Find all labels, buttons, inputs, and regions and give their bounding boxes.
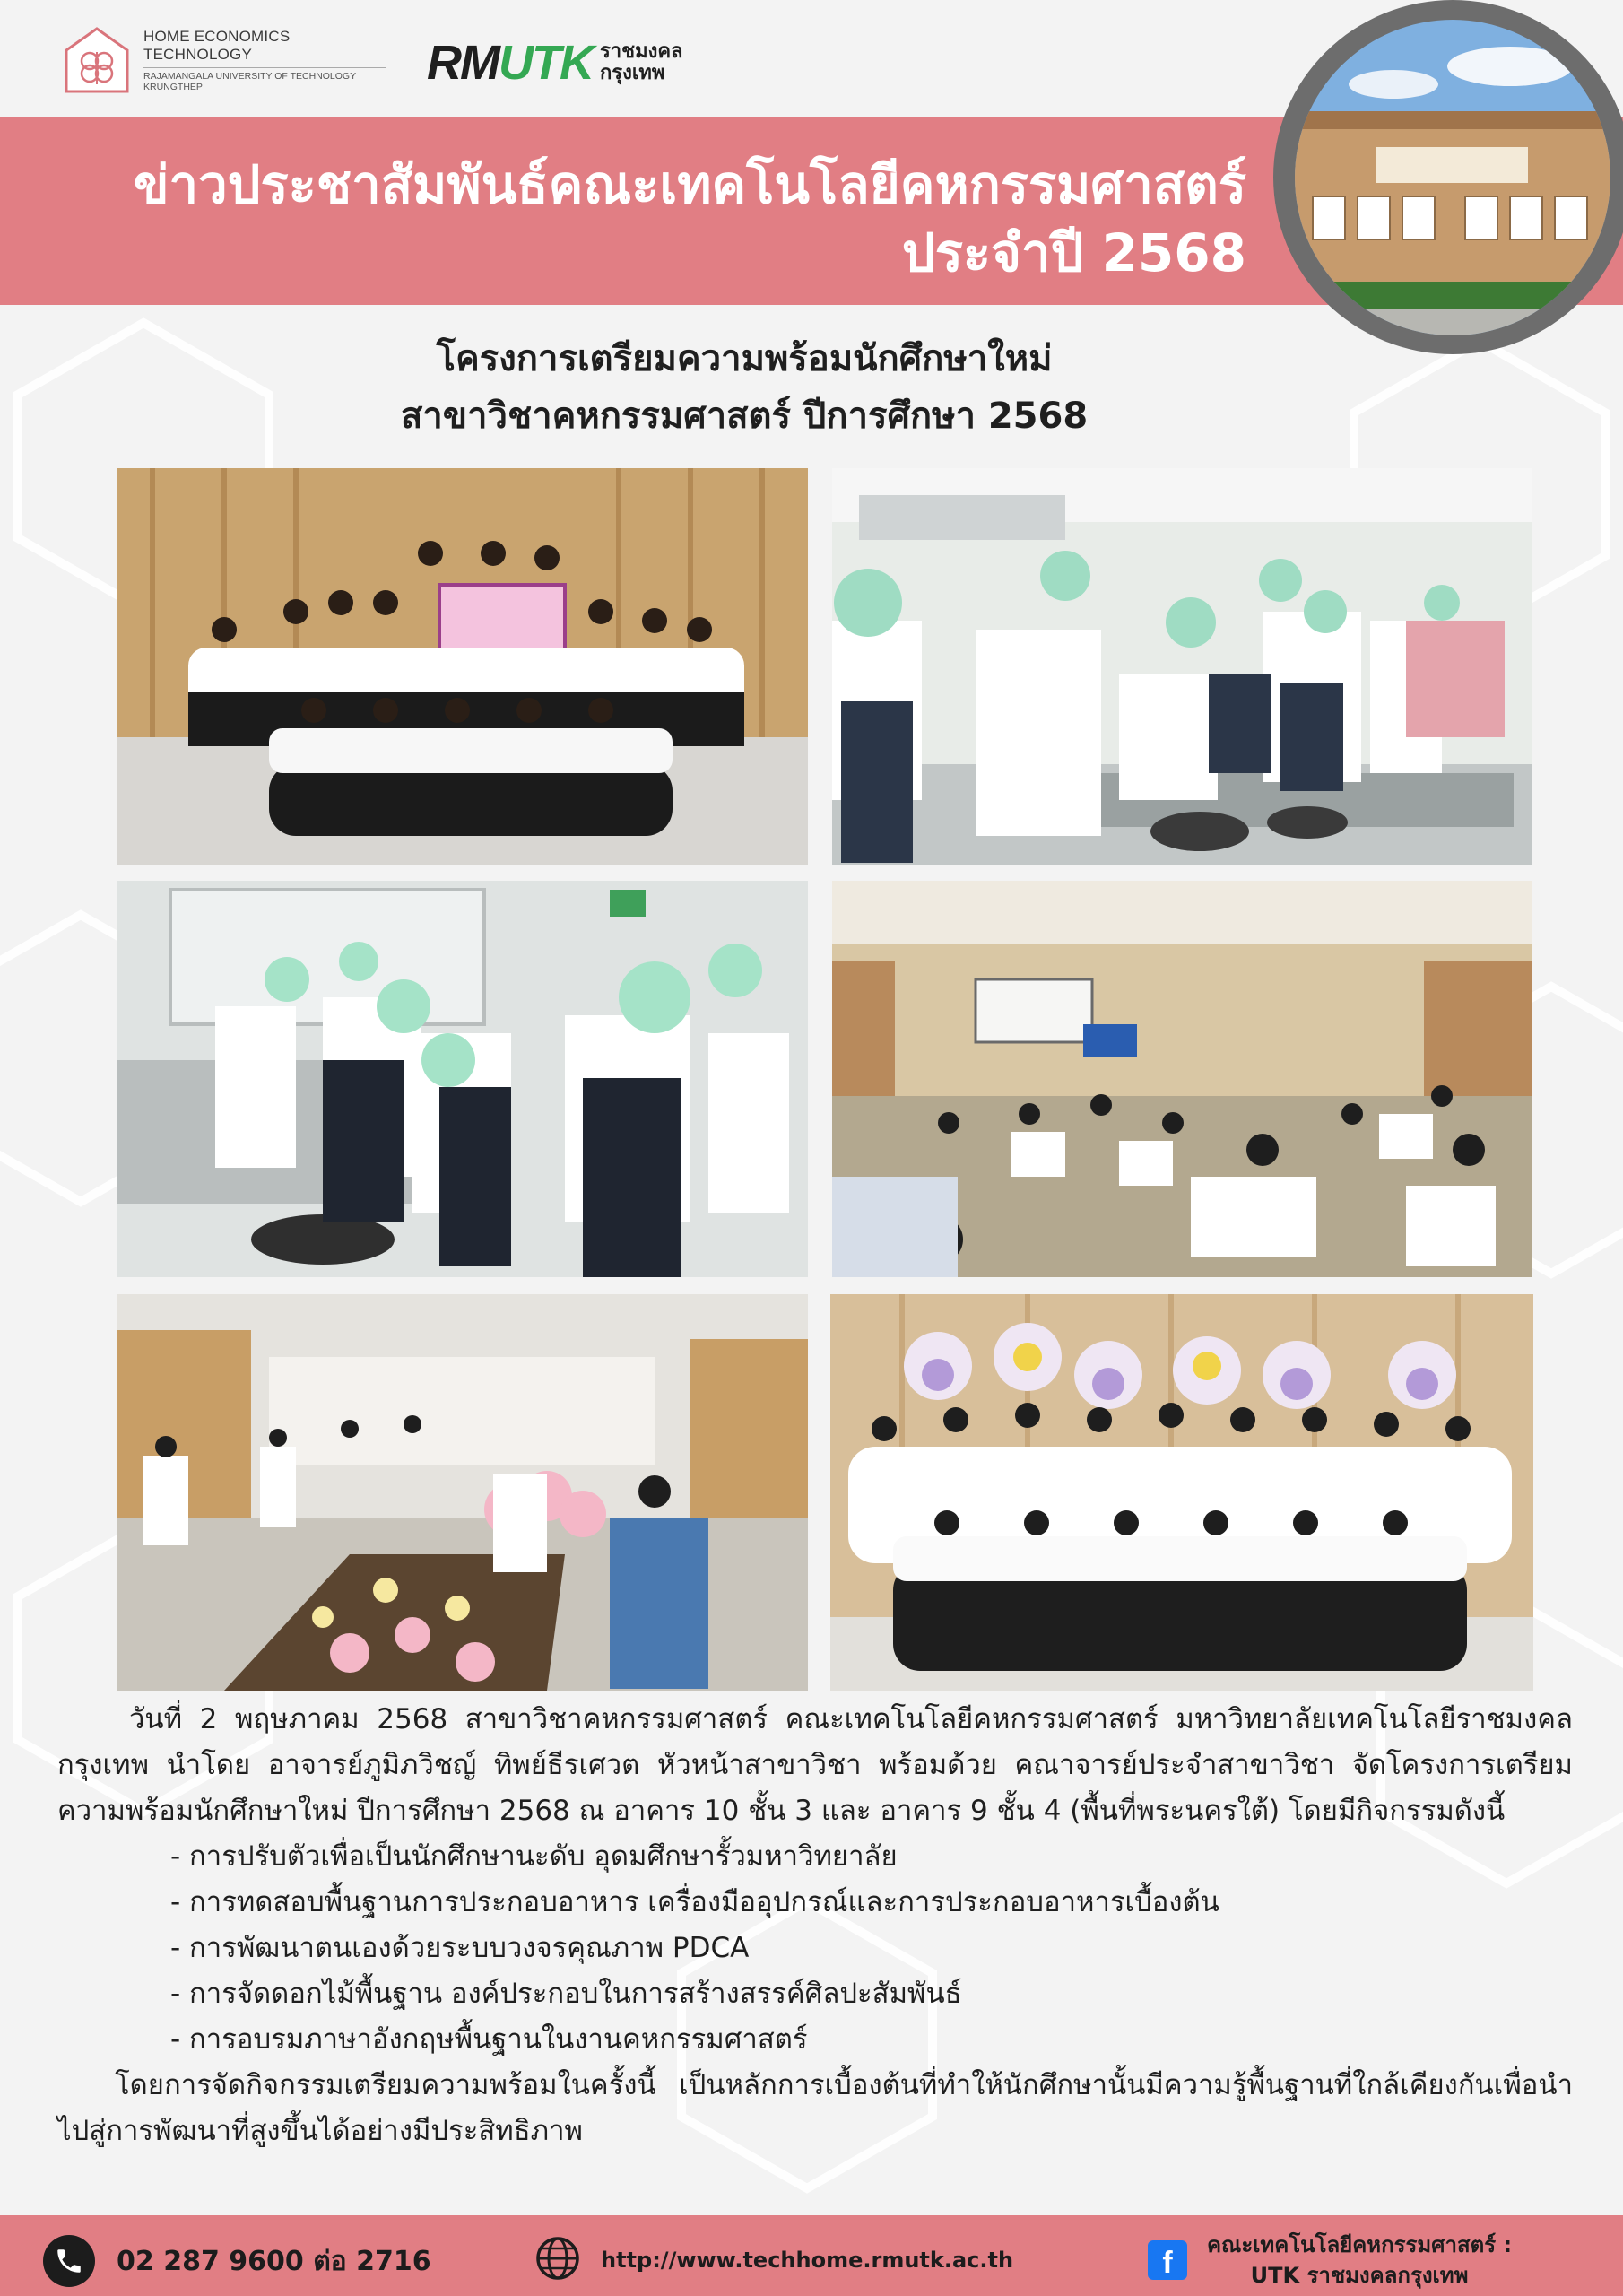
rmutk-wordmark: RMUTK	[427, 36, 593, 90]
home-logo-line1: HOME ECONOMICS TECHNOLOGY	[143, 28, 291, 63]
house-emblem-icon	[63, 25, 131, 95]
facebook-page-line1: คณะเทคโนโลยีคหกรรมศาสตร์ :	[1207, 2232, 1513, 2257]
home-logo-line2: RAJAMANGALA UNIVERSITY OF TECHNOLOGY KRUNGTHEP	[143, 67, 386, 92]
footer-phone[interactable]	[43, 2235, 431, 2287]
lecture-room-photo	[832, 881, 1532, 1277]
activity-item: - การปรับตัวเพื่อเป็นนักศึกษานะดับ อุดมศึกษารั้วมหาวิทยาลัย	[170, 1840, 898, 1873]
footer-facebook[interactable]	[1148, 2230, 1512, 2291]
home-economics-logo	[63, 23, 386, 97]
cooking-class-photo	[832, 468, 1532, 865]
news-body	[57, 1697, 1573, 2154]
group-photo	[117, 468, 808, 865]
activity-item: - การจัดดอกไม้พื้นฐาน องค์ประกอบในการสร้างสรรค์ศิลปะสัมพันธ์	[170, 1978, 962, 2010]
activity-item: - การอบรมภาษาอังกฤษพื้นฐานในงานคหกรรมศาสตร์	[170, 2023, 808, 2056]
phone-number: 02 287 9600 ต่อ 2716	[117, 2245, 431, 2277]
globe-icon	[534, 2235, 581, 2285]
banner-title-line1: ข่าวประชาสัมพันธ์คณะเทคโนโลยีคหกรรมศาสตร์	[133, 154, 1246, 215]
rmutk-thai-line2: กรุงเทพ	[599, 62, 665, 84]
rmutk-thai-line1: ราชมงคล	[599, 40, 683, 63]
banner-title	[27, 151, 1246, 287]
banner-title-line2: ประจำปี 2568	[901, 222, 1246, 283]
footer-website[interactable]	[534, 2235, 1013, 2285]
phone-icon	[43, 2235, 95, 2287]
subtitle-line2: สาขาวิชาคหกรรมศาสตร์ ปีการศึกษา 2568	[400, 396, 1089, 437]
cooking-practice-photo	[117, 881, 808, 1277]
activity-list	[170, 1834, 1573, 2063]
project-subtitle	[296, 330, 1193, 445]
website-url: http://www.techhome.rmutk.ac.th	[601, 2248, 1014, 2273]
faculty-building-photo	[1273, 0, 1623, 354]
rmutk-logo	[427, 36, 750, 90]
activity-item: - การทดสอบพื้นฐานการประกอบอาหาร เครื่องมืออุปกรณ์และการประกอบอาหารเบื้องต้น	[170, 1886, 1219, 1918]
subtitle-line1: โครงการเตรียมความพร้อมนักศึกษาใหม่	[436, 338, 1053, 379]
flower-arrangement-photo	[117, 1294, 808, 1691]
activity-item: - การพัฒนาตนเองด้วยระบบวงจรคุณภาพ PDCA	[170, 1932, 750, 1964]
body-conclusion: โดยการจัดกิจกรรมเตรียมความพร้อมในครั้งนี้ เป็นหลักการเบื้องต้นที่ทำให้นักศึกษานั้นมีความรู้พื้นฐานที่ใกล้เคียงกันเพื่อนำไปสู่การพัฒนาที่สูงขึ้นได้อย่างมีประสิทธิภาพ	[57, 2069, 1573, 2147]
facebook-icon: f	[1148, 2240, 1187, 2280]
body-intro: วันที่ 2 พฤษภาคม 2568 สาขาวิชาคหกรรมศาสตร์ คณะเทคโนโลยีคหกรรมศาสตร์ มหาวิทยาลัยเทคโนโลยีราชมงคลกรุงเทพ นำโดย อาจารย์ภูมิภวิชญ์ ทิพย์ธีรเศวต หัวหน้าสาขาวิชา พร้อมด้วย คณาจารย์ประจำสาขาวิชา จัดโครงการเตรียมความพร้อมนักศึกษาใหม่ ปีการศึกษา 2568 ณ อาคาร 10 ชั้น 3 และ อาคาร 9 ชั้น 4 (พื้นที่พระนครใต้) โดยมีกิจกรรมดังนี้	[57, 1703, 1573, 1827]
facebook-page-line2: UTK ราชมงคลกรุงเทพ	[1250, 2263, 1469, 2288]
group-flower-photo	[830, 1294, 1533, 1691]
